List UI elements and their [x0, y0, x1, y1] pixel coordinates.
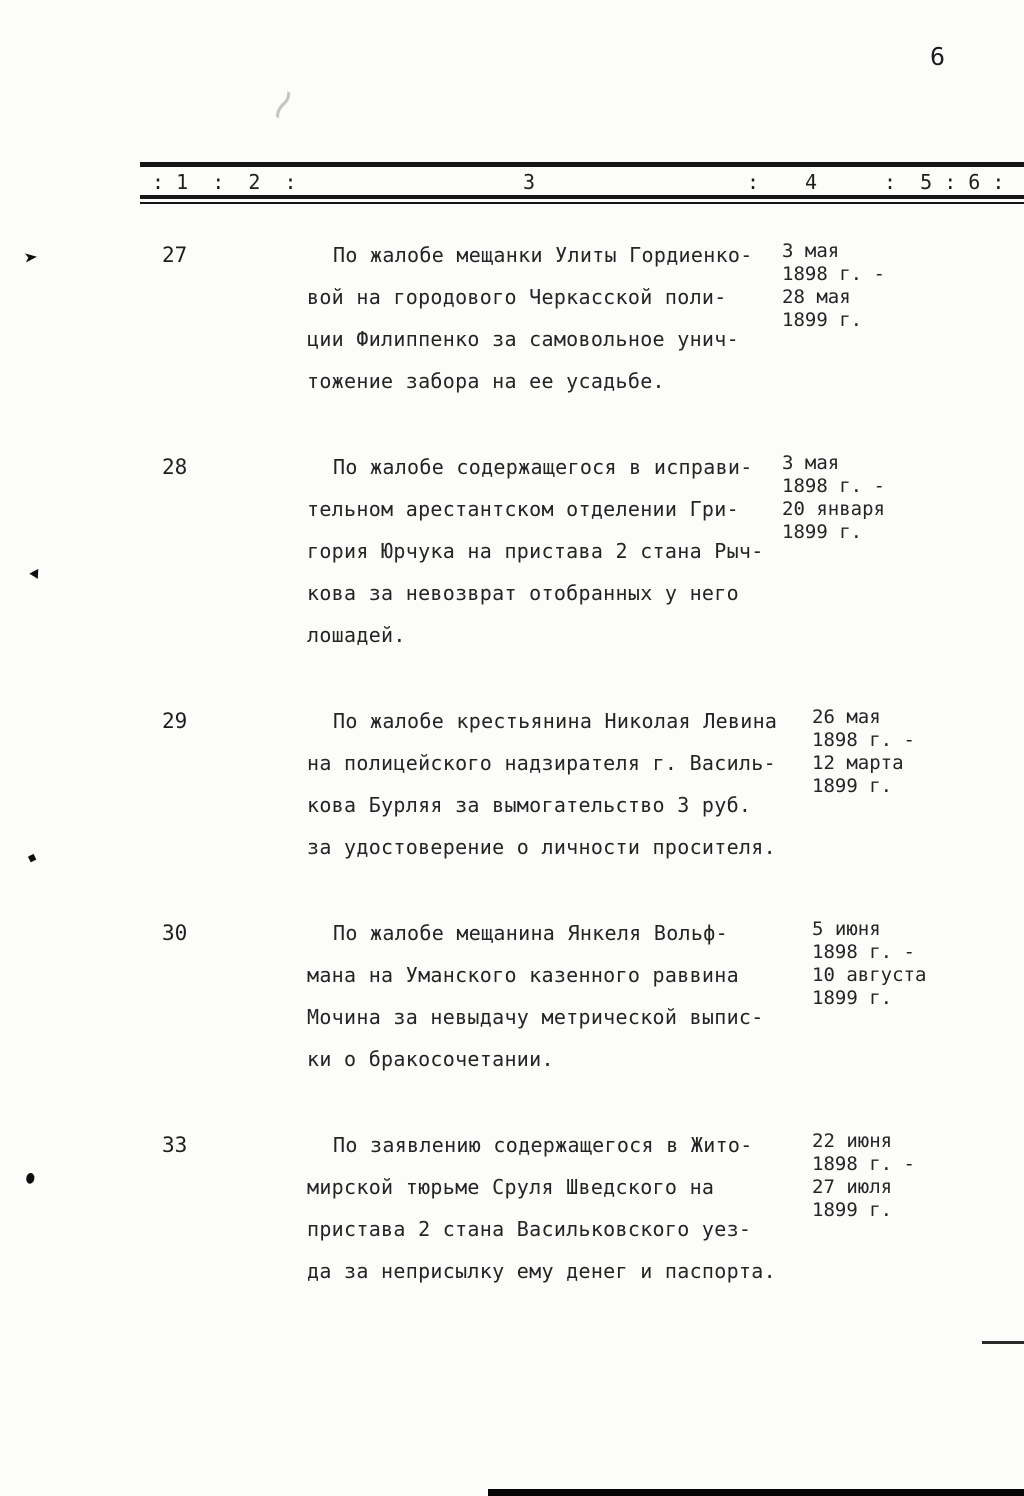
date-line: 12 марта [812, 752, 904, 774]
entry-dates [812, 1130, 915, 1222]
entry-dates [812, 918, 926, 1010]
column-separator: : [747, 170, 760, 194]
entry-number: 28 [162, 455, 188, 479]
description-line: По жалобе содержащегося в исправи- [333, 455, 753, 479]
date-line: 1898 г. - [782, 263, 885, 285]
date-line: 1898 г. - [782, 475, 885, 497]
description-line: тельном арестантском отделении Гри- [307, 497, 739, 521]
entry-number: 29 [162, 709, 188, 733]
date-line: 3 мая [782, 240, 840, 262]
date-line: 10 августа [812, 964, 927, 986]
column-label-1-2: : 1 : 2 : [152, 170, 297, 194]
column-numbers-row [140, 167, 1024, 194]
column-label-3: 3 [523, 170, 536, 194]
table-column-header [140, 162, 1024, 204]
description-line: за удостоверение о личности просителя. [307, 835, 776, 859]
entry-dates [782, 240, 885, 332]
description-line: кова Бурляя за вымогательство 3 руб. [307, 793, 752, 817]
ink-blot-artifact: ● [24, 1165, 37, 1189]
description-line: По жалобе мещанки Улиты Гордиенко- [333, 243, 753, 267]
date-line: 1898 г. - [812, 941, 915, 963]
date-line: 3 мая [782, 452, 840, 474]
column-label-4: 4 [805, 170, 818, 194]
entry-number: 33 [162, 1133, 188, 1157]
entry-description [307, 234, 812, 402]
scan-edge-bar [488, 1489, 1024, 1496]
description-line: ции Филиппенко за самовольное унич- [307, 327, 739, 351]
date-line: 27 июля [812, 1176, 893, 1198]
date-line: 1899 г. [812, 775, 893, 797]
date-line: 1899 г. [782, 521, 863, 543]
description-line: кова за невозврат отобранных у него [307, 581, 739, 605]
date-line: 1899 г. [782, 309, 863, 331]
description-line: По заявлению содержащегося в Жито- [333, 1133, 753, 1157]
description-line: вой на городового Черкасской поли- [307, 285, 727, 309]
description-line: мана на Уманского казенного раввина [307, 963, 739, 987]
description-line: гория Юрчука на пристава 2 стана Рыч- [307, 539, 764, 563]
table-row [0, 234, 1024, 402]
date-line: 1898 г. - [812, 1153, 915, 1175]
description-line: на полицейского надзирателя г. Василь- [307, 751, 776, 775]
entry-description [307, 700, 812, 868]
description-line: Мочина за невыдачу метрической выпис- [307, 1005, 764, 1029]
ink-blot-artifact: ▼ [26, 564, 44, 585]
entry-description [307, 446, 812, 656]
table-row [0, 1124, 1024, 1292]
entries [0, 234, 1024, 1336]
header-rule-bottom-thin [140, 202, 1024, 204]
entry-description [307, 1124, 812, 1292]
table-row [0, 912, 1024, 1080]
ink-blot-artifact: ◆ [25, 847, 40, 867]
description-line: По жалобе мещанина Янкеля Вольф- [333, 921, 728, 945]
column-label-5-6: : 5 : 6 : [884, 170, 1005, 194]
date-line: 22 июня [812, 1130, 893, 1152]
date-line: 28 мая [782, 286, 851, 308]
ink-blot-artifact: ➤ [22, 245, 40, 271]
description-line: пристава 2 стана Васильковского уез- [307, 1217, 752, 1241]
description-line: мирской тюрьме Сруля Шведского на [307, 1175, 715, 1199]
date-line: 1899 г. [812, 1199, 893, 1221]
table-row [0, 700, 1024, 868]
description-line: ки о бракосочетании. [307, 1047, 554, 1071]
description-line: тожение забора на ее усадьбе. [307, 369, 665, 393]
entry-number: 30 [162, 921, 188, 945]
date-line: 5 июня [812, 918, 881, 940]
table-row [0, 446, 1024, 656]
description-line: лошадей. [307, 623, 406, 647]
entry-dates [782, 452, 885, 544]
description-line: да за неприсылку ему денег и паспорта. [307, 1259, 776, 1283]
entry-description [307, 912, 812, 1080]
date-line: 1898 г. - [812, 729, 915, 751]
date-line: 26 мая [812, 706, 881, 728]
entry-number: 27 [162, 243, 188, 267]
header-rule-bottom [140, 195, 1024, 199]
entry-dates [812, 706, 915, 798]
page-number: 6 [930, 42, 946, 71]
description-line: По жалобе крестьянина Николая Левина [333, 709, 778, 733]
pencil-mark-artifact: ~ [255, 79, 311, 130]
margin-line-artifact [982, 1341, 1024, 1344]
date-line: 1899 г. [812, 987, 893, 1009]
date-line: 20 января [782, 498, 885, 520]
